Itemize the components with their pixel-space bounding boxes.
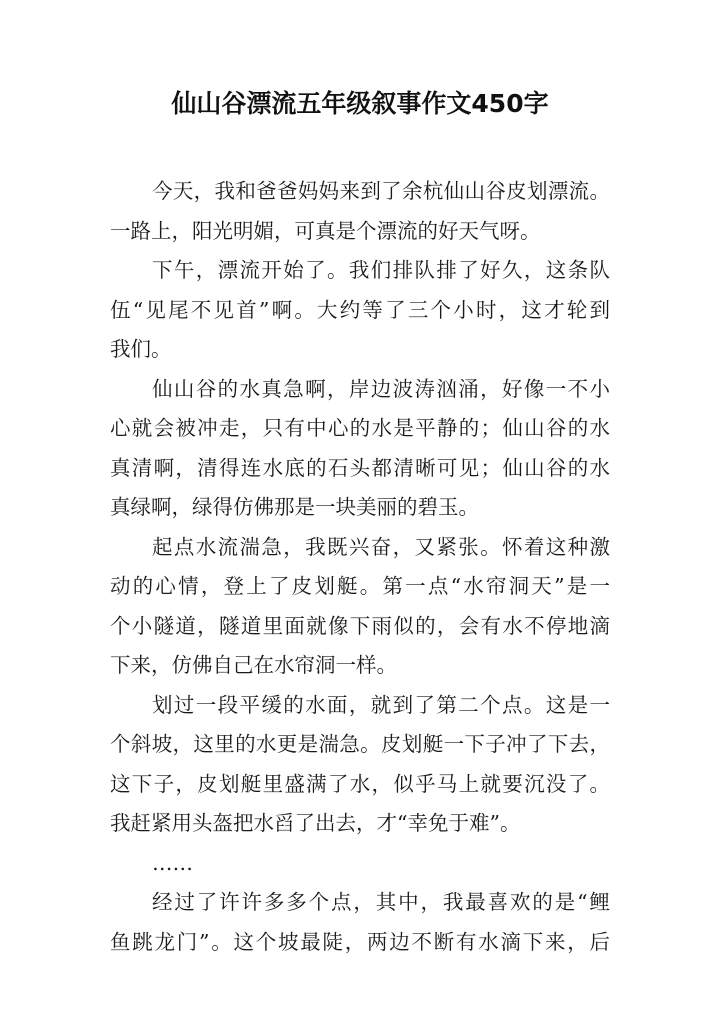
text-line: 真清啊，清得连水底的石头都清晰可见；仙山谷的水 — [110, 455, 610, 480]
page-title: 仙山谷漂流五年级叙事作文450字 — [171, 89, 549, 118]
text-line: 这下子，皮划艇里盛满了水，似乎马上就要沉没了。 — [110, 771, 610, 796]
text-line: 伍“见尾不见首”啊。大约等了三个小时，这才轮到 — [110, 297, 610, 322]
text-line: 个小隧道，隧道里面就像下雨似的，会有水不停地滴 — [110, 613, 610, 638]
text-line: 一路上，阳光明媚，可真是个漂流的好天气呀。 — [110, 218, 541, 243]
text-line: 今天，我和爸爸妈妈来到了余杭仙山谷皮划漂流。 — [152, 179, 610, 203]
text-line: 起点水流湍急，我既兴奋，又紧张。怀着这种激 — [152, 534, 610, 559]
text-line: 我们。 — [110, 337, 172, 361]
text-line: 经过了许许多多个点，其中，我最喜欢的是“鲤 — [152, 890, 610, 914]
essay-body — [110, 172, 610, 962]
text-line: 真绿啊，绿得仿佛那是一块美丽的碧玉。 — [110, 495, 479, 519]
text-line: 仙山谷的水真急啊，岸边波涛汹涌，好像一不小 — [152, 376, 610, 401]
text-line: 动的心情，登上了皮划艇。第一点“水帘洞天”是一 — [110, 574, 610, 598]
text-line: 划过一段平缓的水面，就到了第二个点。这是一 — [152, 692, 610, 717]
text-line: 我赶紧用头盔把水舀了出去，才“幸免于难”。 — [110, 811, 521, 835]
text-line: 下午，漂流开始了。我们排队排了好久，这条队 — [152, 258, 610, 282]
text-line: …… — [152, 850, 193, 875]
text-line: 鱼跳龙门”。这个坡最陡，两边不断有水滴下来，后 — [110, 929, 610, 954]
text-line: 下来，仿佛自己在水帘洞一样。 — [110, 653, 397, 677]
text-line: 个斜坡，这里的水更是湍急。皮划艇一下子冲了下去， — [110, 732, 610, 756]
text-line: 心就会被冲走，只有中心的水是平静的；仙山谷的水 — [110, 416, 610, 440]
